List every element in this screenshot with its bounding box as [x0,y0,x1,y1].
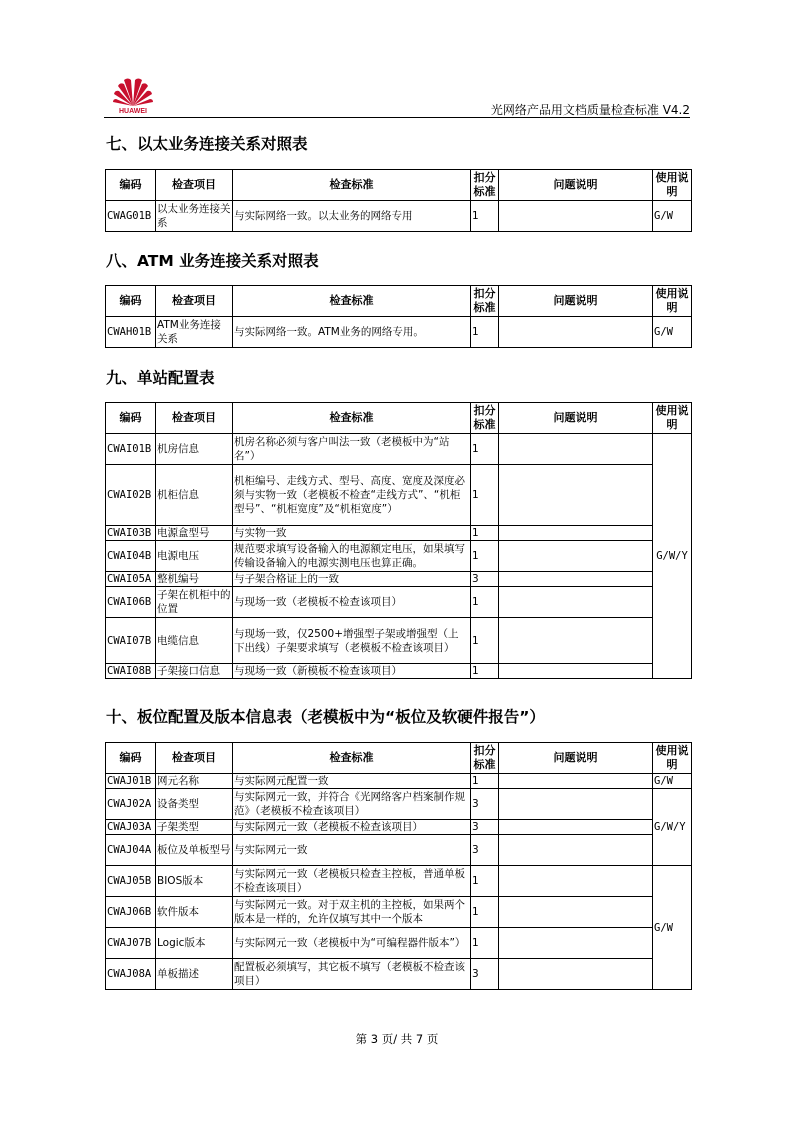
cell-item: 电源电压 [156,541,233,572]
table-row [106,572,692,587]
table-row [106,664,692,679]
section-title-8: 八、ATM 业务连接关系对照表 [106,252,319,270]
cell-score: 1 [471,201,499,232]
cell-item: BIOS版本 [156,866,233,897]
cell-item: 软件版本 [156,897,233,928]
cell-score: 3 [471,959,499,990]
col-code: 编码 [106,170,156,201]
cell-item: ATM业务连接关系 [156,317,233,348]
col-code: 编码 [106,403,156,434]
col-note: 问题说明 [499,743,653,774]
cell-code: CWAI01B [106,434,156,465]
cell-code: CWAI02B [106,465,156,526]
col-item: 检查项目 [156,286,233,317]
col-note: 问题说明 [499,286,653,317]
cell-standard: 机房名称必须与客户叫法一致（老模板中为“站名”） [233,434,471,465]
cell-item: 网元名称 [156,774,233,789]
col-usage: 使用说明 [653,743,692,774]
cell-usage: G/W [653,201,692,232]
cell-code: CWAJ07B [106,928,156,959]
col-score: 扣分标准 [471,743,499,774]
cell-note [499,201,653,232]
cell-item: 以太业务连接关系 [156,201,233,232]
cell-standard: 与实际网元一致（老模板只检查主控板，普通单板不检查该项目） [233,866,471,897]
cell-code: CWAJ06B [106,897,156,928]
cell-standard: 与现场一致（老模板不检查该项目） [233,587,471,618]
col-score: 扣分标准 [471,170,499,201]
table-row [106,959,692,990]
cell-score: 1 [471,587,499,618]
cell-standard: 与现场一致（新模板不检查该项目） [233,664,471,679]
cell-item: 电源盒型号 [156,526,233,541]
col-standard: 检查标准 [233,170,471,201]
cell-standard: 与现场一致，仅2500+增强型子架或增强型（上下出线）子架要求填写（老模板不检查该项目） [233,618,471,664]
table-row [106,835,692,866]
cell-score: 1 [471,434,499,465]
cell-item: 单板描述 [156,959,233,990]
table-header-row [106,286,692,317]
cell-note [499,664,653,679]
cell-score: 1 [471,866,499,897]
cell-usage: G/W [653,774,692,789]
col-note: 问题说明 [499,403,653,434]
cell-score: 1 [471,664,499,679]
table-row [106,541,692,572]
table-row [106,774,692,789]
cell-item: 机柜信息 [156,465,233,526]
col-item: 检查项目 [156,743,233,774]
table-header-row [106,170,692,201]
col-code: 编码 [106,743,156,774]
document-title: 光网络产品用文档质量检查标准 V4.2 [490,103,690,117]
cell-standard: 配置板必须填写，其它板不填写（老模板不检查该项目） [233,959,471,990]
table-header-row [106,403,692,434]
cell-score: 3 [471,835,499,866]
table-row [106,820,692,835]
col-code: 编码 [106,286,156,317]
cell-note [499,572,653,587]
cell-note [499,789,653,820]
table-header-row [106,743,692,774]
cell-code: CWAJ02A [106,789,156,820]
cell-note [499,835,653,866]
col-score: 扣分标准 [471,286,499,317]
cell-note [499,587,653,618]
table-row [106,587,692,618]
cell-score: 1 [471,526,499,541]
cell-code: CWAJ03A [106,820,156,835]
cell-code: CWAI08B [106,664,156,679]
cell-note [499,866,653,897]
cell-standard: 与实际网元一致 [233,835,471,866]
cell-standard: 与子架合格证上的一致 [233,572,471,587]
cell-standard: 与实际网络一致。ATM业务的网络专用。 [233,317,471,348]
cell-score: 1 [471,897,499,928]
cell-score: 3 [471,572,499,587]
cell-score: 3 [471,820,499,835]
cell-score: 1 [471,541,499,572]
table-atm-connections [105,285,692,348]
section-title-9: 九、单站配置表 [106,369,215,387]
cell-score: 1 [471,465,499,526]
col-usage: 使用说明 [653,286,692,317]
col-standard: 检查标准 [233,403,471,434]
cell-note [499,928,653,959]
cell-item: 子架接口信息 [156,664,233,679]
cell-item: 板位及单板型号 [156,835,233,866]
table-row [106,618,692,664]
table-row [106,928,692,959]
table-board-config [105,742,692,990]
cell-note [499,465,653,526]
cell-note [499,774,653,789]
cell-score: 3 [471,789,499,820]
cell-standard: 与实际网络一致。以太业务的网络专用 [233,201,471,232]
col-item: 检查项目 [156,170,233,201]
cell-score: 1 [471,618,499,664]
cell-note [499,897,653,928]
cell-usage-merged: G/W [653,866,692,990]
col-item: 检查项目 [156,403,233,434]
cell-code: CWAI07B [106,618,156,664]
cell-note [499,317,653,348]
cell-usage: G/W [653,317,692,348]
cell-note [499,434,653,465]
col-usage: 使用说明 [653,403,692,434]
cell-standard: 与实际网元一致（老模板不检查该项目） [233,820,471,835]
cell-note [499,820,653,835]
table-row [106,897,692,928]
cell-code: CWAJ04A [106,835,156,866]
col-standard: 检查标准 [233,743,471,774]
cell-standard: 机柜编号、走线方式、型号、高度、宽度及深度必须与实物一致（老模板不检查“走线方式”、“机柜型号”、“机柜宽度”及“机柜宽度”） [233,465,471,526]
cell-standard: 与实际网元一致（老模板中为“可编程器件版本”） [233,928,471,959]
cell-code: CWAG01B [106,201,156,232]
table-station-config [105,402,692,679]
huawei-logo-text: HUAWEI [119,108,147,115]
cell-note [499,541,653,572]
cell-item: 机房信息 [156,434,233,465]
cell-item: 子架类型 [156,820,233,835]
cell-code: CWAH01B [106,317,156,348]
cell-standard: 与实际网元一致。对于双主机的主控板，如果两个版本是一样的，允许仅填写其中一个版本 [233,897,471,928]
cell-item: Logic版本 [156,928,233,959]
cell-code: CWAJ01B [106,774,156,789]
header-divider [104,117,690,118]
cell-note [499,618,653,664]
cell-code: CWAI04B [106,541,156,572]
page-number-footer: 第 3 页/ 共 7 页 [355,1032,439,1046]
col-score: 扣分标准 [471,403,499,434]
section-title-7: 七、以太业务连接关系对照表 [106,135,308,153]
cell-code: CWAJ05B [106,866,156,897]
section-title-10: 十、板位配置及版本信息表（老模板中为“板位及软硬件报告”） [106,708,545,726]
cell-item: 整机编号 [156,572,233,587]
cell-score: 1 [471,928,499,959]
cell-item: 子架在机柜中的位置 [156,587,233,618]
cell-standard: 与实际网元一致，并符合《光网络客户档案制作规范》（老模板不检查该项目） [233,789,471,820]
table-row [106,526,692,541]
cell-score: 1 [471,317,499,348]
col-note: 问题说明 [499,170,653,201]
table-row [106,465,692,526]
table-row [106,201,692,232]
cell-standard: 与实物一致 [233,526,471,541]
col-standard: 检查标准 [233,286,471,317]
cell-note [499,526,653,541]
cell-code: CWAI03B [106,526,156,541]
cell-code: CWAJ08A [106,959,156,990]
cell-score: 1 [471,774,499,789]
table-row [106,789,692,820]
cell-code: CWAI05A [106,572,156,587]
cell-usage-merged: G/W/Y [653,434,692,679]
table-row [106,434,692,465]
cell-item: 电缆信息 [156,618,233,664]
col-usage: 使用说明 [653,170,692,201]
cell-note [499,959,653,990]
table-row [106,866,692,897]
cell-standard: 规范要求填写设备输入的电源额定电压，如果填写传输设备输入的电源实测电压也算正确。 [233,541,471,572]
cell-item: 设备类型 [156,789,233,820]
cell-usage-merged: G/W/Y [653,789,692,866]
table-ethernet-connections [105,169,692,232]
cell-standard: 与实际网元配置一致 [233,774,471,789]
table-row [106,317,692,348]
cell-code: CWAI06B [106,587,156,618]
